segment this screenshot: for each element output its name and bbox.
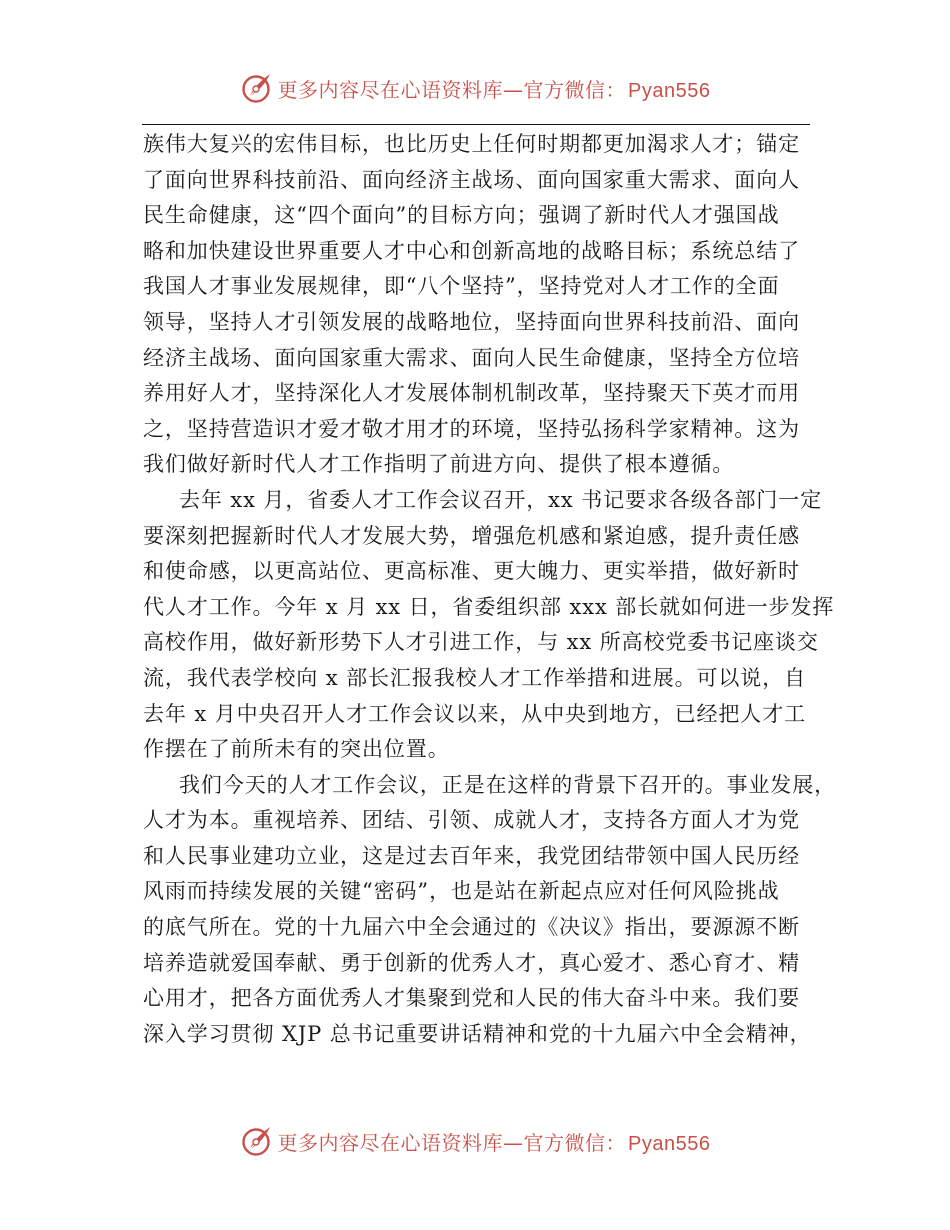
text-line: 培养造就爱国奉献、勇于创新的优秀人才，真心爱才、悉心育才、精: [143, 950, 800, 975]
text-line: 之，坚持营造识才爱才敬才用才的环境，坚持弘扬科学家精神。这为: [143, 416, 800, 441]
text-line: 深入学习贯彻 XJP 总书记重要讲话精神和党的十九届六中全会精神，: [143, 1021, 812, 1046]
text-line: 经济主战场、面向国家重大需求、面向人民生命健康，坚持全方位培: [143, 345, 800, 370]
text-line: 人才为本。重视培养、团结、引领、成就人才，支持各方面人才为党: [143, 808, 800, 833]
watermark-handle: Pyan556: [628, 79, 711, 102]
watermark-handle: Pyan556: [628, 1132, 711, 1155]
watermark-text: 更多内容尽在心语资料库—官方微信： Pyan556: [277, 77, 711, 102]
text-line: 流，我代表学校向 x 部长汇报我校人才工作举措和进展。可以说，自: [143, 665, 806, 690]
text-line: 我们今天的人才工作会议，正是在这样的背景下召开的。事业发展，: [179, 772, 836, 797]
text-line: 领导，坚持人才引领发展的战略地位，坚持面向世界科技前沿、面向: [143, 309, 800, 334]
document-body: [143, 127, 836, 1052]
text-line: 高校作用，做好新形势下人才引进工作，与 xx 所高校党委书记座谈交: [143, 630, 819, 655]
text-line: 去年 xx 月，省委人才工作会议召开，xx 书记要求各级各部门一定: [179, 487, 823, 512]
watermark-text: 更多内容尽在心语资料库—官方微信： Pyan556: [277, 1130, 711, 1155]
text-line: 养用好人才，坚持深化人才发展体制机制改革，坚持聚天下英才而用: [143, 381, 800, 406]
header-watermark: [0, 68, 950, 108]
text-line: 和人民事业建功立业，这是过去百年来，我党团结带领中国人民历经: [143, 843, 800, 868]
text-line: 要深刻把握新时代人才发展大势，增强危机感和紧迫感，提升责任感: [143, 523, 800, 548]
text-line: 略和加快建设世界重要人才中心和创新高地的战略目标；系统总结了: [143, 238, 800, 263]
text-line: 代人才工作。今年 x 月 xx 日，省委组织部 xxx 部长就如何进一步发挥: [143, 594, 835, 619]
quill-logo-icon: [240, 1124, 274, 1158]
text-line: 去年 x 月中央召开人才工作会议以来，从中央到地方，已经把人才工: [143, 701, 806, 726]
header-divider: [142, 124, 810, 125]
text-line: 和使命感，以更高站位、更高标准、更大魄力、更实举措，做好新时: [143, 559, 800, 584]
text-line: 我们做好新时代人才工作指明了前进方向、提供了根本遵循。: [143, 452, 735, 477]
text-line: 作摆在了前所未有的突出位置。: [143, 737, 450, 762]
body-paragraph: [143, 483, 833, 768]
text-line: 族伟大复兴的宏伟目标，也比历史上任何时期都更加渴求人才；锚定: [143, 132, 800, 156]
text-line: 心用才，把各方面优秀人才集聚到党和人民的伟大奋斗中来。我们要: [143, 986, 800, 1011]
body-paragraph: [143, 127, 833, 483]
quill-logo-icon: [240, 71, 274, 105]
footer-watermark: [0, 1121, 950, 1161]
body-paragraph: [143, 768, 836, 1053]
text-line: 民生命健康，这“四个面向”的目标方向；强调了新时代人才强国战: [143, 203, 780, 228]
text-line: 了面向世界科技前沿、面向经济主战场、面向国家重大需求、面向人: [143, 167, 800, 192]
text-line: 风雨而持续发展的关键“密码”，也是站在新起点应对任何风险挑战: [143, 879, 780, 904]
text-line: 的底气所在。党的十九届六中全会通过的《决议》指出，要源源不断: [143, 915, 800, 940]
text-line: 我国人才事业发展规律，即“八个坚持”，坚持党对人才工作的全面: [143, 274, 780, 299]
